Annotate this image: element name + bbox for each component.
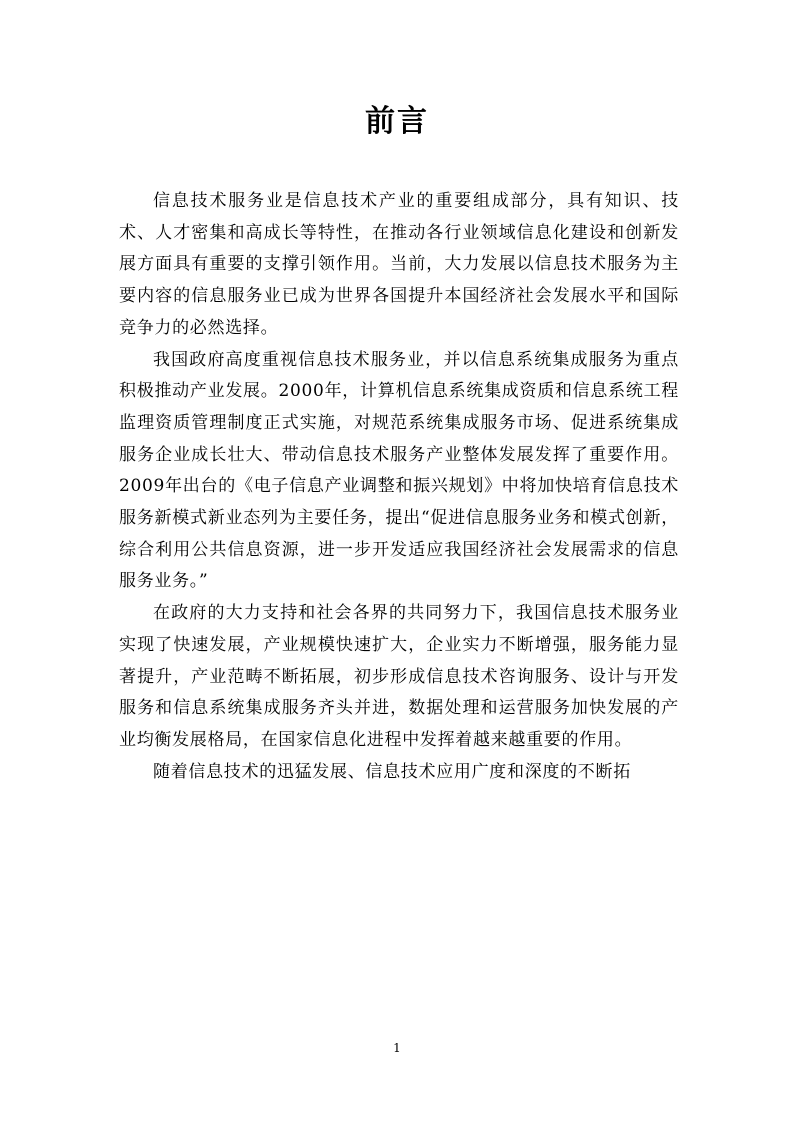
page-title: 前言	[365, 104, 429, 139]
page-number: 1	[393, 1041, 401, 1055]
paragraph-4: 随着信息技术的迅猛发展、信息技术应用广度和深度的不断拓	[153, 761, 631, 782]
paragraph-3: 在政府的大力支持和社会各界的共同努力下，我国信息技术服务业实现了快速发展，产业规模快速扩大，企业实力不断增强，服务能力显著提升，产业范畴不断拓展，初步形成信息技术咨询服务、设计与开发服务和信息系统集成服务齐头并进，数据处理和运营服务加快发展的产业均衡发展格局，在国家信息化进程中发挥着越来越重要的作用。	[119, 603, 679, 750]
document-body	[119, 186, 679, 788]
paragraph-2: 我国政府高度重视信息技术服务业，并以信息系统集成服务为重点积极推动产业发展。2000年，计算机信息系统集成资质和信息系统工程监理资质管理制度正式实施，对规范系统集成服务市场、促进系统集成服务企业成长壮大、带动信息技术服务产业整体发展发挥了重要作用。2009年出台的《电子信息产业调整和振兴规划》中将加快培育信息技术服务新模式新业态列为主要任务，提出“促进信息服务业务和模式创新，综合利用公共信息资源，进一步开发适应我国经济社会发展需求的信息服务业务。”	[119, 349, 679, 592]
paragraph-1: 信息技术服务业是信息技术产业的重要组成部分，具有知识、技术、人才密集和高成长等特性，在推动各行业领域信息化建设和创新发展方面具有重要的支撑引领作用。当前，大力发展以信息技术服务为主要内容的信息服务业已成为世界各国提升本国经济社会发展水平和国际竞争力的必然选择。	[119, 191, 679, 338]
